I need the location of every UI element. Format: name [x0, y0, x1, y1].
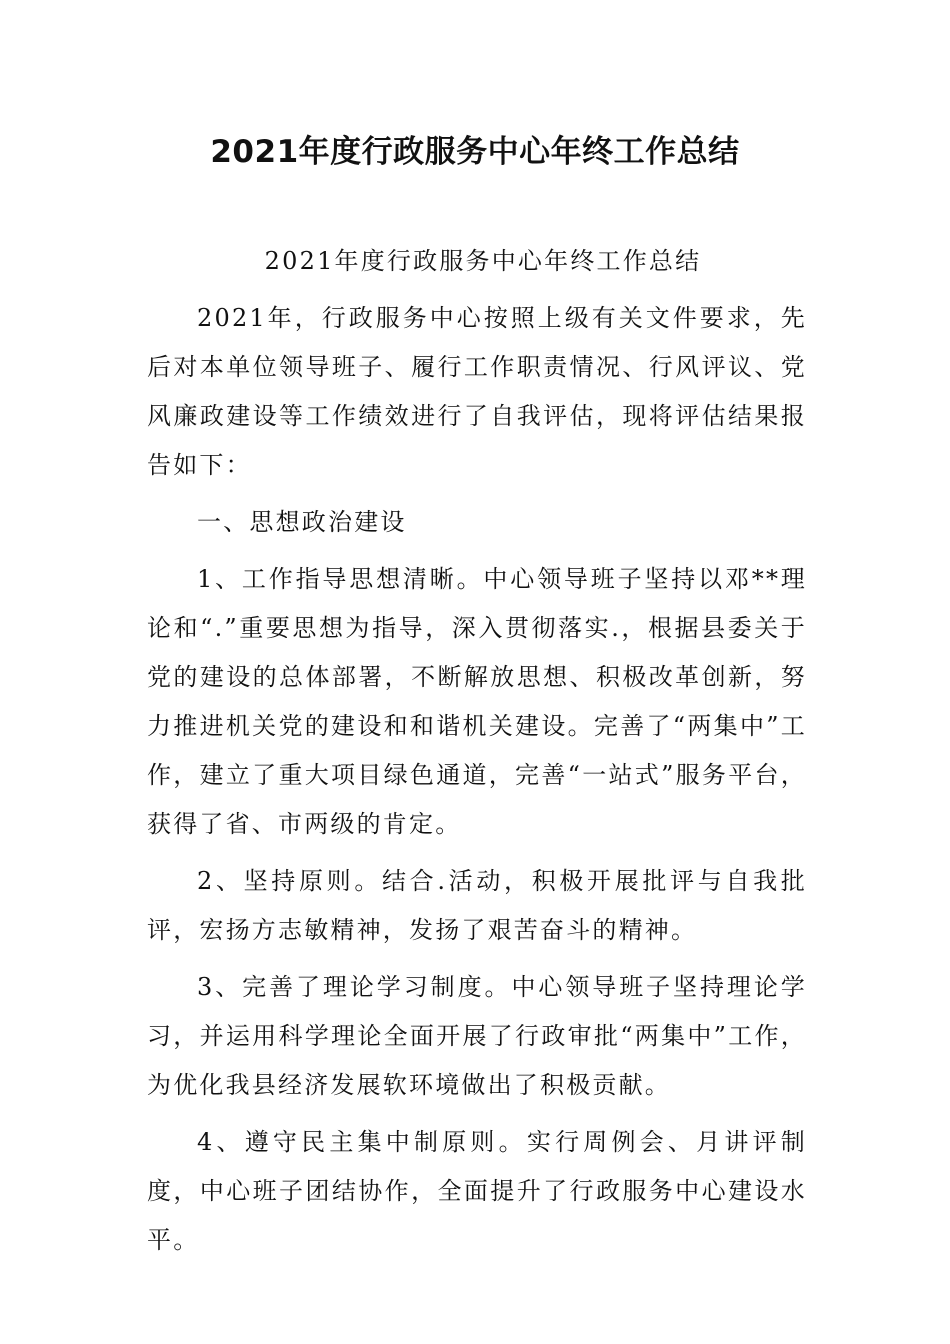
section-heading-ideological-political: 一、思想政治建设 [197, 508, 407, 536]
document-title: 2021年度行政服务中心年终工作总结 [210, 134, 740, 170]
paragraph-item-2: 2、坚持原则。结合.活动，积极开展批评与自我批评，宏扬方志敏精神，发扬了艰苦奋斗的精神。 [147, 867, 807, 944]
document-subtitle: 2021年度行政服务中心年终工作总结 [264, 247, 702, 275]
paragraph-item-1: 1、工作指导思想清晰。中心领导班子坚持以邓**理论和“.”重要思想为指导，深入贯彻落实.，根据县委关于党的建设的总体部署，不断解放思想、积极改革创新，努力推进机关党的建设和和谐机关建设。完善了“两集中”工作，建立了重大项目绿色通道，完善“一站式”服务平台，获得了省、市两级的肯定。 [147, 565, 807, 838]
paragraph-item-4: 4、遵守民主集中制原则。实行周例会、月讲评制度，中心班子团结协作，全面提升了行政服务中心建设水平。 [147, 1128, 807, 1254]
document-body [147, 237, 807, 1265]
paragraph-intro: 2021年，行政服务中心按照上级有关文件要求，先后对本单位领导班子、履行工作职责情况、行风评议、党风廉政建设等工作绩效进行了自我评估，现将评估结果报告如下： [147, 304, 807, 479]
paragraph-item-3: 3、完善了理论学习制度。中心领导班子坚持理论学习，并运用科学理论全面开展了行政审批“两集中”工作，为优化我县经济发展软环境做出了积极贡献。 [147, 973, 807, 1099]
